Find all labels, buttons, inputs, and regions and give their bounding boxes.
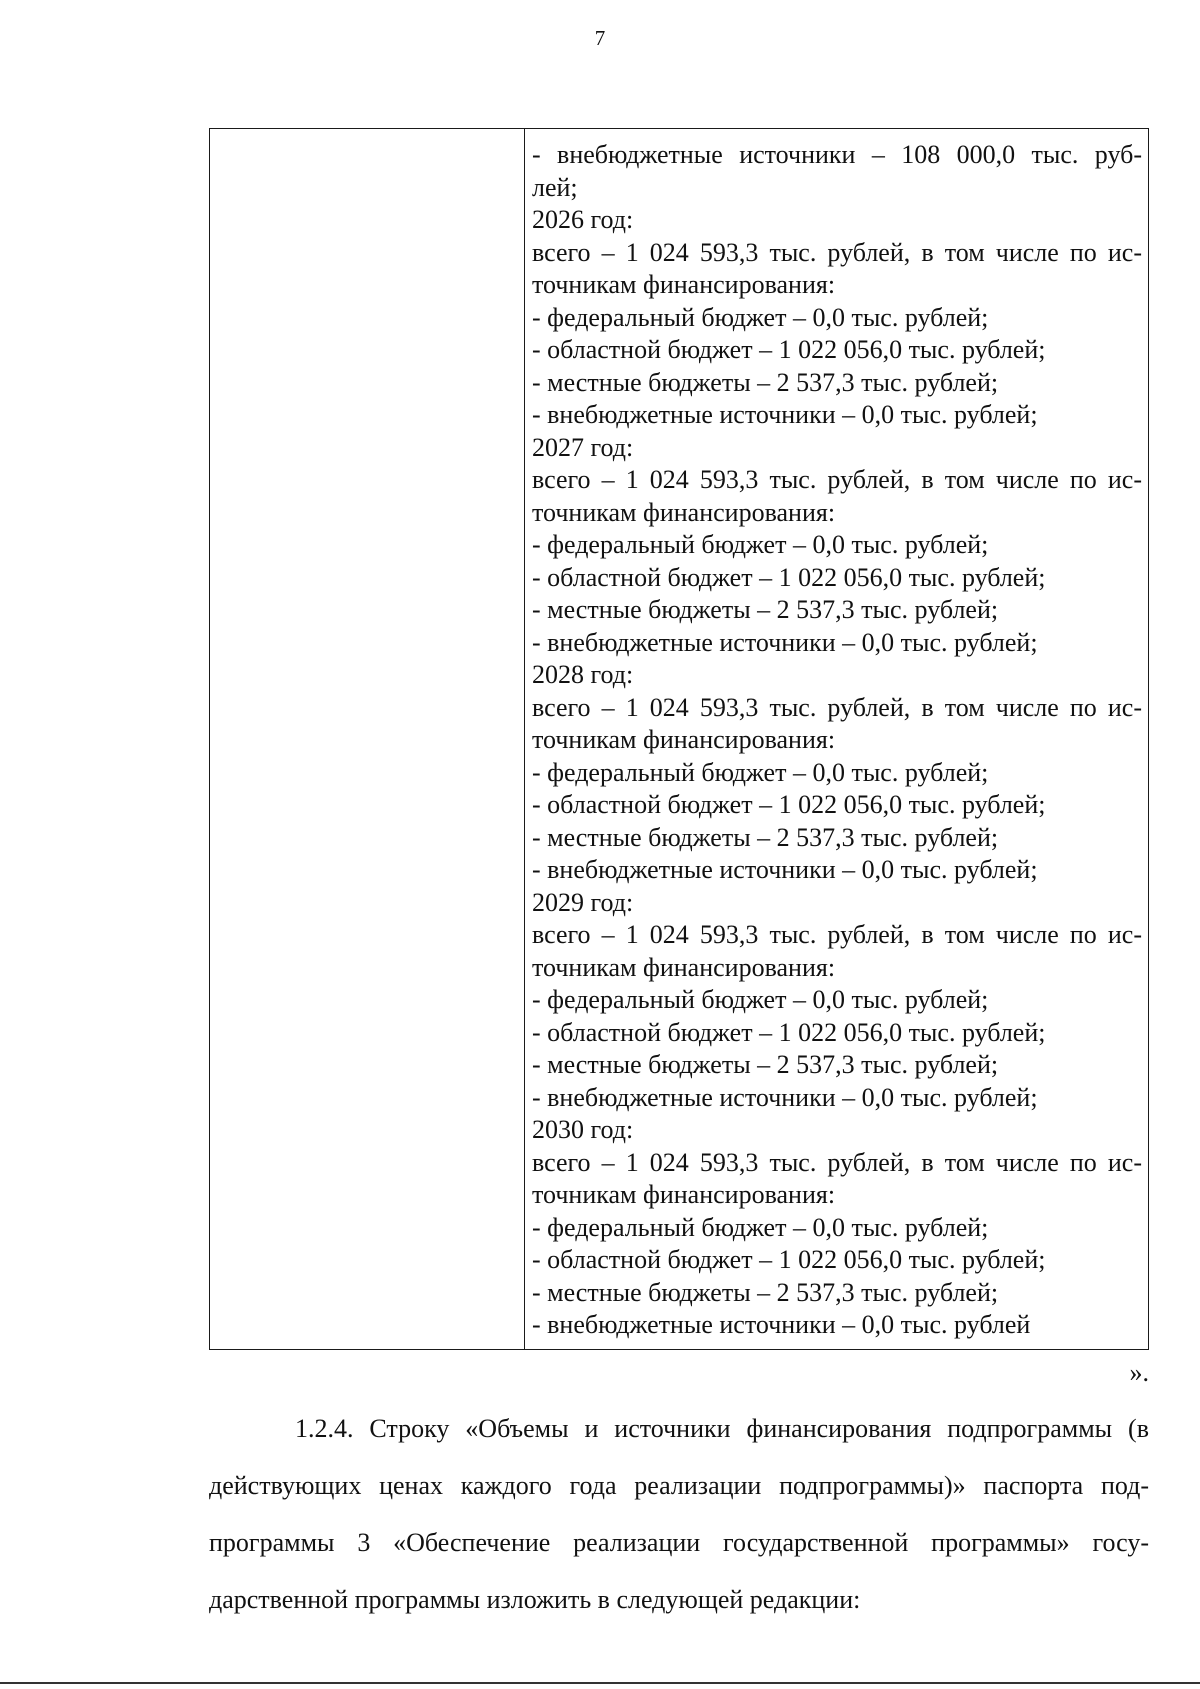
- paragraph-line: программы 3 «Обеспечение реализации государственной программы» госу-: [209, 1528, 1149, 1557]
- text-line: лей;: [532, 172, 578, 202]
- text-line: - областной бюджет – 1 022 056,0 тыс. рублей;: [532, 1017, 1046, 1047]
- text-line: - внебюджетные источники – 0,0 тыс. рублей;: [532, 400, 1038, 429]
- text-line: - областной бюджет – 1 022 056,0 тыс. рублей;: [532, 790, 1046, 819]
- paragraph-line: действующих ценах каждого года реализации подпрограммы)» паспорта под-: [209, 1471, 1149, 1500]
- text-line: - федеральный бюджет – 0,0 тыс. рублей;: [532, 302, 989, 332]
- closing-quote: ».: [1129, 1358, 1149, 1387]
- text-line: точникам финансирования:: [532, 270, 836, 299]
- paragraph-line: дарственной программы изложить в следующей редакции:: [209, 1585, 861, 1614]
- text-line: - местные бюджеты – 2 537,3 тыс. рублей;: [532, 595, 999, 624]
- text-line: точникам финансирования:: [532, 725, 836, 754]
- text-line: - внебюджетные источники – 0,0 тыс. рублей;: [532, 855, 1038, 884]
- text-line: - федеральный бюджет – 0,0 тыс. рублей;: [532, 985, 989, 1014]
- column-divider: [524, 129, 525, 1349]
- text-line: - федеральный бюджет – 0,0 тыс. рублей;: [532, 530, 989, 559]
- text-line: точникам финансирования:: [532, 1180, 836, 1209]
- year-heading: 2030 год:: [532, 1115, 634, 1144]
- text-line: всего – 1 024 593,3 тыс. рублей, в том числе по ис-: [532, 237, 1142, 267]
- text-line: - местные бюджеты – 2 537,3 тыс. рублей;: [532, 1277, 999, 1307]
- text-line: - местные бюджеты – 2 537,3 тыс. рублей;: [532, 822, 999, 852]
- footer-rule: [0, 1682, 1200, 1684]
- year-heading: 2027 год:: [532, 432, 634, 462]
- text-line: - областной бюджет – 1 022 056,0 тыс. рублей;: [532, 335, 1046, 364]
- text-line: - внебюджетные источники – 0,0 тыс. рублей;: [532, 1082, 1038, 1112]
- year-heading: 2029 год:: [532, 887, 634, 917]
- year-heading: 2026 год:: [532, 205, 634, 234]
- text-line: точникам финансирования:: [532, 952, 836, 982]
- text-line: всего – 1 024 593,3 тыс. рублей, в том числе по ис-: [532, 465, 1142, 494]
- text-line: - местные бюджеты – 2 537,3 тыс. рублей;: [532, 367, 999, 397]
- text-line: - федеральный бюджет – 0,0 тыс. рублей;: [532, 757, 989, 787]
- text-line: - местные бюджеты – 2 537,3 тыс. рублей;: [532, 1050, 999, 1079]
- text-line: - внебюджетные источники – 0,0 тыс. рублей;: [532, 627, 1038, 657]
- text-line: - федеральный бюджет – 0,0 тыс. рублей;: [532, 1212, 989, 1242]
- year-heading: 2028 год:: [532, 660, 634, 689]
- text-line: всего – 1 024 593,3 тыс. рублей, в том числе по ис-: [532, 920, 1142, 949]
- paragraph-line: 1.2.4. Строку «Объемы и источники финансирования подпрограммы (в: [295, 1414, 1149, 1443]
- body-paragraph: [209, 1400, 1149, 1628]
- text-line: - областной бюджет – 1 022 056,0 тыс. рублей;: [532, 1245, 1046, 1274]
- text-line: всего – 1 024 593,3 тыс. рублей, в том числе по ис-: [532, 1147, 1142, 1177]
- page-number: 7: [594, 26, 606, 50]
- text-line: - областной бюджет – 1 022 056,0 тыс. рублей;: [532, 562, 1046, 592]
- financing-details-cell: [532, 139, 1142, 1342]
- financing-table: [209, 128, 1149, 1350]
- text-line: - внебюджетные источники – 0,0 тыс. рублей: [532, 1310, 1031, 1339]
- text-line: - внебюджетные источники – 108 000,0 тыс. руб-: [532, 140, 1142, 169]
- text-line: точникам финансирования:: [532, 497, 836, 527]
- text-line: всего – 1 024 593,3 тыс. рублей, в том числе по ис-: [532, 692, 1142, 722]
